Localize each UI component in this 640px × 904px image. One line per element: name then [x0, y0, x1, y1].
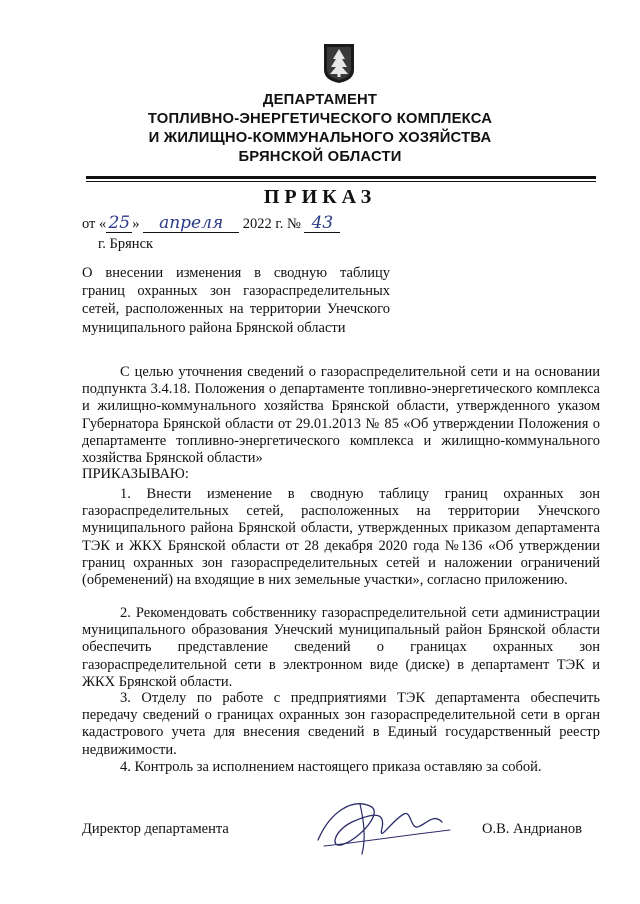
signatory-name: О.В. Андрианов — [482, 821, 582, 837]
order-item-4: 4. Контроль за исполнением настоящего приказа оставляю за собой. — [120, 759, 542, 775]
department-name-line-3: И ЖИЛИЩНО-КОММУНАЛЬНОГО ХОЗЯЙСТВА — [148, 130, 492, 146]
department-name-line-2: ТОПЛИВНО-ЭНЕРГЕТИЧЕСКОГО КОМПЛЕКСА — [147, 111, 493, 127]
preamble-paragraph: С целью уточнения сведений о газораспределительной сети и на основании подпункта 3.4.18. Положения о департаменте топливно-энергетического комплекса и жилищно-коммунального хозяйства Брянской области, утвержденного указом Губернатора Брянской области от 29.01.2013 № 85 «Об утверждении Положения о департаменте топливно-энергетического комплекса и жилищно-коммунального хозяйства Брянской области» — [82, 364, 600, 467]
order-subject: О внесении изменения в сводную таблицу границ охранных зон газораспределительных сетей, расположенных на территории Унечского муниципального района Брянской области — [82, 265, 390, 336]
order-word: ПРИКАЗЫВАЮ: — [82, 466, 189, 482]
date-quote-close: » — [132, 216, 140, 232]
city-name: г. Брянск — [98, 236, 154, 252]
document-title: ПРИКАЗ — [263, 186, 377, 208]
date-prefix: от « — [82, 216, 107, 232]
coat-of-arms-icon — [322, 42, 356, 84]
order-item-2: 2. Рекомендовать собственнику газораспределительной сети администрации муниципального образования Унечский муниципальный район Брянской области обеспечить представление сведений о границах охранных зон газораспределительной сети в электронном виде (диске) в департамент ТЭК и ЖКХ Брянской области. — [82, 605, 600, 690]
department-name-line-1: ДЕПАРТАМЕНТ — [262, 92, 378, 108]
order-dateline — [82, 215, 340, 233]
date-month: апреля — [143, 215, 239, 233]
order-item-3: 3. Отделу по работе с предприятиями ТЭК департамента обеспечить передачу сведений о границах охранных зон газораспределительной сети в орган кадастрового учета для внесения сведений в Единый государственный реестр недвижимости. — [82, 690, 600, 758]
header-divider-thick — [86, 176, 596, 179]
signatory-position: Директор департамента — [82, 821, 229, 837]
handwritten-signature — [300, 792, 460, 862]
order-number-label: № — [286, 216, 301, 232]
order-number: 43 — [304, 215, 340, 233]
date-year: 2022 г. — [242, 216, 284, 232]
date-day: 25 — [106, 215, 132, 233]
order-item-1: 1. Внести изменение в сводную таблицу границ охранных зон газораспределительных сетей, расположенных на территории Унечского муниципального района Брянской области, утвержденных приказом департамента ТЭК и ЖКХ Брянской области от 28 декабря 2020 года №136 «Об утверждении границ охранных зон газораспределительных сетей и наложении ограничений (обременений) на входящие в них земельные участки», согласно приложению. — [82, 486, 600, 589]
header-divider-thin — [86, 181, 596, 182]
department-name-line-4: БРЯНСКОЙ ОБЛАСТИ — [238, 149, 402, 165]
